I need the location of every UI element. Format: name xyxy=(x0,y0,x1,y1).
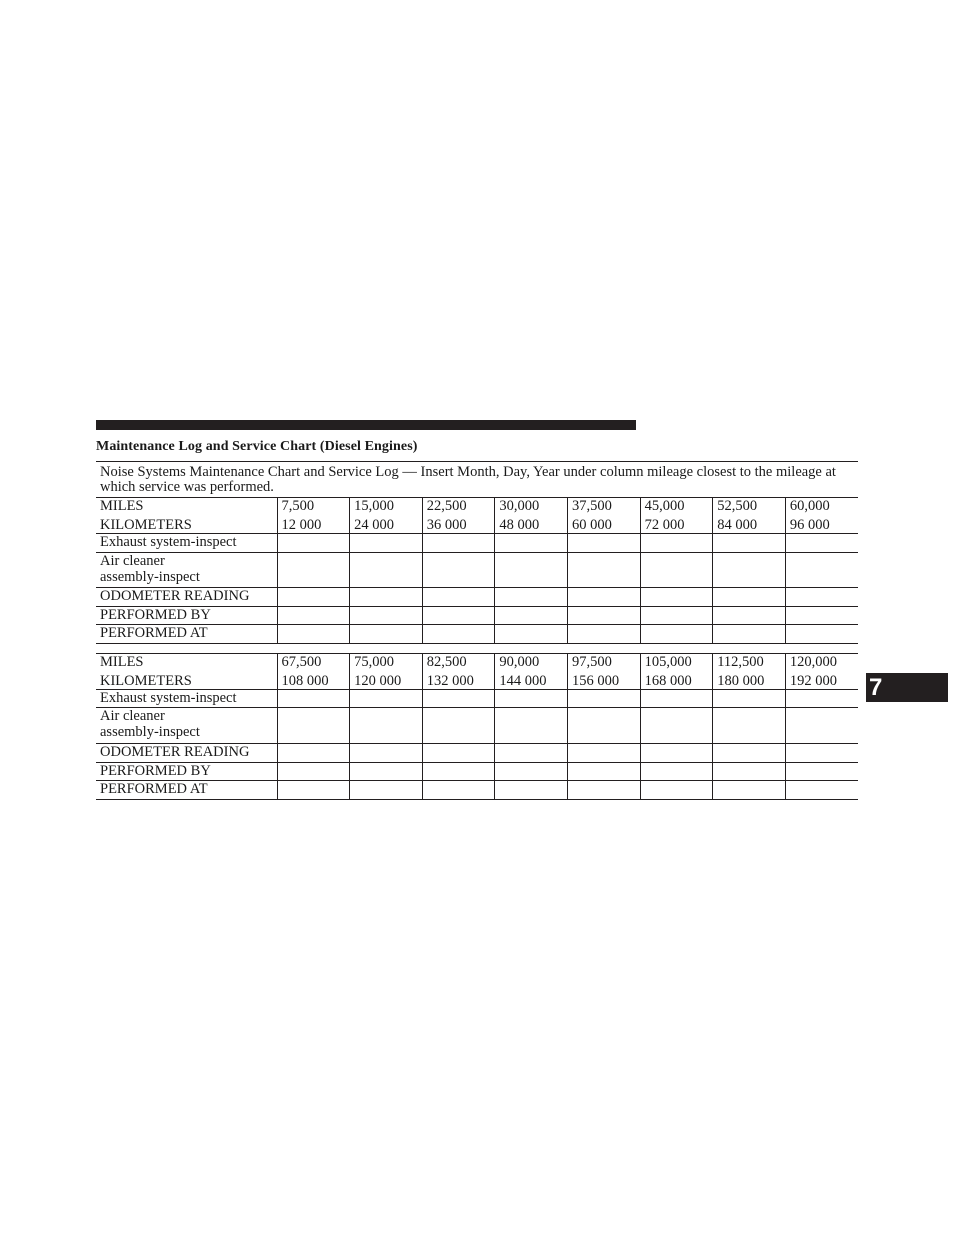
log-cell[interactable] xyxy=(640,762,713,781)
mileage-cell xyxy=(422,653,495,689)
air-cleaner-label xyxy=(96,552,277,588)
performed-at-label: PERFORMED AT xyxy=(96,781,277,800)
log-cell[interactable] xyxy=(350,743,423,762)
performed-at-label: PERFORMED AT xyxy=(96,625,277,644)
log-cell[interactable] xyxy=(713,708,786,744)
log-cell[interactable] xyxy=(277,588,350,607)
log-cell[interactable] xyxy=(350,625,423,644)
log-cell[interactable] xyxy=(350,588,423,607)
section-spacer xyxy=(96,643,858,653)
log-cell[interactable] xyxy=(785,606,858,625)
mileage-cell xyxy=(785,653,858,689)
km-value: 24 000 xyxy=(354,517,395,533)
log-cell[interactable] xyxy=(350,762,423,781)
log-cell[interactable] xyxy=(350,708,423,744)
miles-value: 60,000 xyxy=(789,498,830,514)
section-header-bar xyxy=(96,420,636,430)
km-value: 72 000 xyxy=(644,517,685,533)
km-value: 180 000 xyxy=(717,672,765,689)
log-cell[interactable] xyxy=(785,689,858,708)
mileage-cell xyxy=(422,498,495,534)
log-cell[interactable] xyxy=(713,552,786,588)
miles-label: MILES xyxy=(100,653,144,670)
log-cell[interactable] xyxy=(350,689,423,708)
log-cell[interactable] xyxy=(640,689,713,708)
log-cell[interactable] xyxy=(713,689,786,708)
odometer-label: ODOMETER READING xyxy=(96,743,277,762)
log-cell[interactable] xyxy=(567,606,640,625)
log-cell[interactable] xyxy=(640,708,713,744)
log-cell[interactable] xyxy=(495,781,568,800)
log-cell[interactable] xyxy=(640,552,713,588)
air-cleaner-line2: assembly-inspect xyxy=(100,724,200,741)
log-cell[interactable] xyxy=(495,552,568,588)
log-cell[interactable] xyxy=(277,534,350,553)
air-cleaner-line1: Air cleaner xyxy=(100,552,165,569)
performed-by-label: PERFORMED BY xyxy=(96,762,277,781)
log-cell[interactable] xyxy=(785,552,858,588)
log-cell[interactable] xyxy=(785,743,858,762)
air-cleaner-label xyxy=(96,708,277,744)
km-value: 168 000 xyxy=(644,672,692,689)
odometer-row xyxy=(96,743,858,762)
log-cell[interactable] xyxy=(495,625,568,644)
log-cell[interactable] xyxy=(277,762,350,781)
log-cell[interactable] xyxy=(422,762,495,781)
log-cell[interactable] xyxy=(495,762,568,781)
mileage-header-row xyxy=(96,653,858,689)
log-cell[interactable] xyxy=(422,534,495,553)
log-cell[interactable] xyxy=(495,534,568,553)
log-cell[interactable] xyxy=(567,708,640,744)
miles-km-label xyxy=(96,653,277,689)
log-cell[interactable] xyxy=(640,781,713,800)
log-cell[interactable] xyxy=(422,588,495,607)
chapter-tab: 7 xyxy=(866,673,948,702)
miles-value: 90,000 xyxy=(499,653,540,670)
mileage-cell xyxy=(785,498,858,534)
log-cell[interactable] xyxy=(422,708,495,744)
log-cell[interactable] xyxy=(713,534,786,553)
log-cell[interactable] xyxy=(785,588,858,607)
mileage-cell xyxy=(640,653,713,689)
mileage-cell xyxy=(350,498,423,534)
log-cell[interactable] xyxy=(785,708,858,744)
odometer-row xyxy=(96,588,858,607)
log-cell[interactable] xyxy=(713,762,786,781)
log-cell[interactable] xyxy=(713,606,786,625)
log-cell[interactable] xyxy=(713,625,786,644)
miles-value: 30,000 xyxy=(499,498,540,514)
km-value: 120 000 xyxy=(354,672,402,689)
log-cell[interactable] xyxy=(350,606,423,625)
log-cell[interactable] xyxy=(495,743,568,762)
log-cell[interactable] xyxy=(567,534,640,553)
km-value: 132 000 xyxy=(426,672,474,689)
miles-label: MILES xyxy=(100,498,144,514)
air-cleaner-row xyxy=(96,552,858,588)
log-cell[interactable] xyxy=(495,689,568,708)
log-cell[interactable] xyxy=(422,781,495,800)
km-value: 192 000 xyxy=(789,672,837,689)
log-cell[interactable] xyxy=(785,762,858,781)
log-cell[interactable] xyxy=(422,625,495,644)
log-cell[interactable] xyxy=(785,534,858,553)
air-cleaner-row xyxy=(96,708,858,744)
miles-value: 22,500 xyxy=(426,498,467,514)
log-cell[interactable] xyxy=(640,625,713,644)
exhaust-label: Exhaust system-inspect xyxy=(96,534,277,553)
mileage-cell xyxy=(495,653,568,689)
performed-at-row xyxy=(96,781,858,800)
log-cell[interactable] xyxy=(785,781,858,800)
log-cell[interactable] xyxy=(567,781,640,800)
km-value: 96 000 xyxy=(789,517,830,533)
log-cell[interactable] xyxy=(350,781,423,800)
log-cell[interactable] xyxy=(277,606,350,625)
km-value: 156 000 xyxy=(571,672,620,689)
exhaust-row xyxy=(96,689,858,708)
log-cell[interactable] xyxy=(713,588,786,607)
air-cleaner-line2: assembly-inspect xyxy=(100,568,200,585)
miles-value: 67,500 xyxy=(281,653,322,670)
miles-value: 7,500 xyxy=(281,498,315,514)
mileage-cell xyxy=(495,498,568,534)
log-cell[interactable] xyxy=(277,743,350,762)
mileage-cell xyxy=(567,653,640,689)
miles-value: 120,000 xyxy=(789,653,837,670)
km-value: 36 000 xyxy=(426,517,467,533)
mileage-cell xyxy=(277,498,350,534)
performed-by-label: PERFORMED BY xyxy=(96,606,277,625)
log-cell[interactable] xyxy=(567,743,640,762)
spacer-cell xyxy=(96,643,858,653)
kilometers-label: KILOMETERS xyxy=(100,672,192,689)
log-cell[interactable] xyxy=(277,689,350,708)
log-cell[interactable] xyxy=(495,588,568,607)
log-cell[interactable] xyxy=(640,534,713,553)
miles-value: 15,000 xyxy=(354,498,395,514)
exhaust-row xyxy=(96,534,858,553)
log-cell[interactable] xyxy=(422,689,495,708)
maintenance-log-table xyxy=(96,461,858,800)
miles-value: 45,000 xyxy=(644,498,685,514)
km-value: 84 000 xyxy=(717,517,758,533)
log-cell[interactable] xyxy=(567,625,640,644)
log-cell[interactable] xyxy=(567,588,640,607)
log-cell[interactable] xyxy=(640,743,713,762)
intro-row xyxy=(96,462,858,498)
mileage-header-row xyxy=(96,498,858,534)
performed-by-row xyxy=(96,606,858,625)
miles-value: 97,500 xyxy=(571,653,612,670)
mileage-cell xyxy=(713,498,786,534)
log-cell[interactable] xyxy=(713,743,786,762)
miles-value: 82,500 xyxy=(426,653,467,670)
log-cell[interactable] xyxy=(785,625,858,644)
miles-km-label xyxy=(96,498,277,534)
air-cleaner-line1: Air cleaner xyxy=(100,708,165,725)
miles-value: 75,000 xyxy=(354,653,395,670)
log-cell[interactable] xyxy=(277,625,350,644)
intro-text: Noise Systems Maintenance Chart and Service Log — Insert Month, Day, Year under column mileage closest to the mileage at which service was performed. xyxy=(96,462,858,498)
log-cell[interactable] xyxy=(277,552,350,588)
mileage-cell xyxy=(350,653,423,689)
log-cell[interactable] xyxy=(422,606,495,625)
miles-value: 52,500 xyxy=(717,498,758,514)
km-value: 60 000 xyxy=(571,517,612,533)
miles-value: 105,000 xyxy=(644,653,692,670)
mileage-cell xyxy=(640,498,713,534)
log-cell[interactable] xyxy=(277,708,350,744)
log-cell[interactable] xyxy=(640,588,713,607)
maintenance-log-table-wrapper xyxy=(96,461,858,800)
log-cell[interactable] xyxy=(277,781,350,800)
mileage-cell xyxy=(277,653,350,689)
log-cell[interactable] xyxy=(350,552,423,588)
log-cell[interactable] xyxy=(350,534,423,553)
log-cell[interactable] xyxy=(567,689,640,708)
log-cell[interactable] xyxy=(422,743,495,762)
log-cell[interactable] xyxy=(567,552,640,588)
miles-value: 112,500 xyxy=(717,653,764,670)
km-value: 12 000 xyxy=(281,517,322,533)
performed-by-row xyxy=(96,762,858,781)
mileage-cell xyxy=(713,653,786,689)
log-cell[interactable] xyxy=(640,606,713,625)
km-value: 108 000 xyxy=(281,672,329,689)
kilometers-label: KILOMETERS xyxy=(100,517,192,533)
mileage-cell xyxy=(567,498,640,534)
log-cell[interactable] xyxy=(713,781,786,800)
log-cell[interactable] xyxy=(422,552,495,588)
km-value: 48 000 xyxy=(499,517,540,533)
page-title: Maintenance Log and Service Chart (Diesel Engines) xyxy=(96,439,418,454)
km-value: 144 000 xyxy=(499,672,547,689)
log-cell[interactable] xyxy=(567,762,640,781)
exhaust-label: Exhaust system-inspect xyxy=(96,689,277,708)
performed-at-row xyxy=(96,625,858,644)
miles-value: 37,500 xyxy=(571,498,612,514)
log-cell[interactable] xyxy=(495,606,568,625)
odometer-label: ODOMETER READING xyxy=(96,588,277,607)
log-cell[interactable] xyxy=(495,708,568,744)
